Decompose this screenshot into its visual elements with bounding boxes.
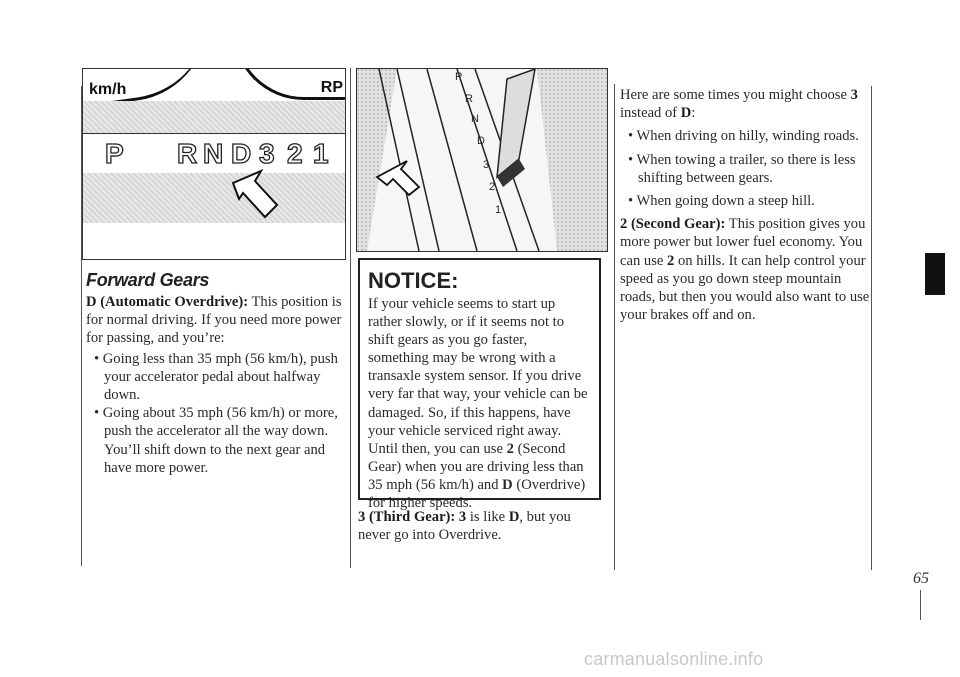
third-gear-text-2: , but you never go into Overdrive.	[358, 509, 571, 544]
gate-position-n: N	[471, 113, 479, 125]
gear-letter-r: R	[177, 138, 198, 169]
left-column	[86, 270, 348, 477]
gear-indicator-figure	[82, 68, 346, 260]
gate-position-r: R	[465, 93, 473, 105]
right-bullet-3: • When going down a steep hill.	[628, 193, 815, 210]
third-choice-intro	[620, 86, 870, 122]
pointer-arrow-icon	[231, 169, 279, 221]
intro-text-3: :	[691, 105, 696, 122]
right-column	[620, 86, 870, 324]
second-gear-text-1: This position gives you more power but lower fuel economy. You can use	[620, 216, 866, 269]
third-gear-bold-d: D	[508, 509, 520, 525]
gate-position-3: 3	[483, 159, 490, 171]
section-heading: Forward Gears	[86, 270, 210, 290]
gate-position-p: P	[455, 71, 463, 83]
intro-text-1: Here are some times you might choose	[620, 87, 851, 103]
second-gear-term: 2 (Second Gear):	[620, 216, 726, 233]
gear-letter-p: P	[105, 138, 124, 169]
intro-bold-3: 3	[850, 87, 858, 103]
page-rule-bottom-right	[920, 590, 921, 620]
third-gear-term: 3 (Third Gear):	[358, 509, 456, 525]
third-gear-paragraph	[358, 508, 606, 544]
page-number: 65	[913, 570, 929, 587]
gear-letter-n: N	[203, 138, 224, 169]
column-rule-middle	[350, 68, 351, 568]
notice-body	[368, 295, 591, 512]
right-bullet-1: • When driving on hilly, winding roads.	[628, 128, 859, 145]
overdrive-term: D (Automatic Overdrive):	[86, 294, 249, 310]
left-bullet-1: • Going less than 35 mph (56 km/h), push your accelerator pedal about halfway down.	[94, 350, 338, 404]
gear-number-2: 2	[287, 138, 303, 169]
notice-text-3: (Overdrive) for higher speeds.	[368, 476, 586, 512]
watermark-text: carmanualsonline.info	[584, 649, 764, 669]
gear-number-3: 3	[259, 138, 275, 169]
notice-bold-2: 2	[506, 440, 514, 457]
gate-position-1: 1	[495, 204, 502, 216]
left-bullet-2: • Going about 35 mph (56 km/h) or more, push the accelerator all the way down. You’ll shift down to the next gear and have more power.	[94, 405, 338, 476]
overdrive-text: This position is for normal driving. If you need more power for passing, and you’re:	[86, 294, 342, 347]
gauge-fragment-label: RP	[320, 79, 343, 96]
second-gear-paragraph	[620, 215, 870, 324]
notice-text-1: If your vehicle seems to start up rather slowly, or if it seems not to shift gears as you go faster, something may be wrong with a transaxle system sensor. If you drive very far that way, your vehicle can be damaged. So, if this happens, have your vehicle serviced right away. Until then, you can use	[368, 296, 588, 457]
intro-bold-d: D	[680, 105, 692, 122]
gate-position-d: D	[477, 135, 485, 147]
notice-box	[358, 258, 601, 512]
column-rule-right	[614, 84, 615, 570]
column-rule-far-right	[871, 86, 872, 570]
overdrive-paragraph	[86, 293, 348, 348]
notice-bold-d: D	[502, 476, 513, 493]
third-gear-text-1: is like	[466, 509, 509, 525]
second-gear-bold-2: 2	[667, 252, 675, 269]
second-gear-text-2: on hills. It can help control your speed as you go down steep mountain roads, but then you would also want to use your brakes off and on.	[620, 252, 870, 324]
gear-number-1: 1	[313, 138, 329, 169]
third-gear-bold-3: 3	[455, 509, 467, 525]
gate-position-2: 2	[489, 181, 496, 193]
gear-selector-strip	[83, 133, 345, 175]
notice-title: NOTICE:	[368, 268, 459, 293]
shift-gate-figure	[356, 68, 608, 252]
right-bullet-2: • When towing a trailer, so there is less shifting between gears.	[628, 151, 856, 186]
notice-text-2: (Second Gear) when you are driving less than 35 mph (56 km/h) and	[368, 440, 584, 493]
speed-unit-label: km/h	[89, 81, 127, 98]
section-tab-marker	[925, 253, 945, 295]
gear-letter-d: D	[231, 138, 252, 169]
intro-text-2: instead of	[620, 105, 681, 122]
